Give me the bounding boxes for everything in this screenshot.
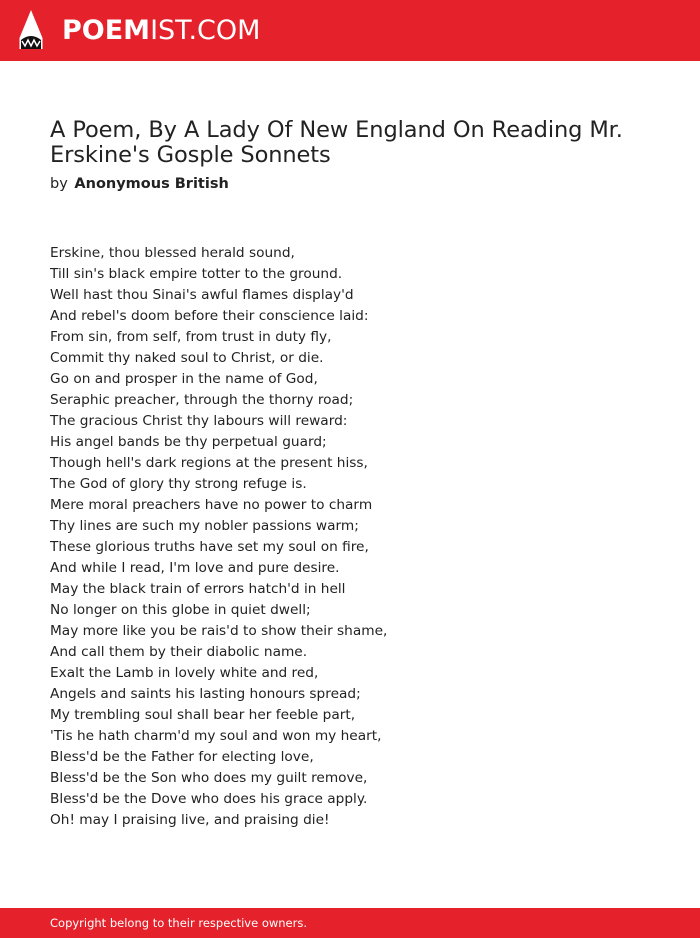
poem-line: From sin, from self, from trust in duty fly, bbox=[50, 329, 332, 345]
poem-title: A Poem, By A Lady Of New England On Reading Mr. Erskine's Gosple Sonnets bbox=[50, 117, 623, 168]
poem-line: Oh! may I praising live, and praising die! bbox=[50, 812, 330, 828]
poem-line: And while I read, I'm love and pure desire. bbox=[50, 560, 340, 576]
pen-nib-icon bbox=[18, 9, 44, 53]
poem-line: May the black train of errors hatch'd in hell bbox=[50, 581, 346, 597]
poem-line: Thy lines are such my nobler passions warm; bbox=[50, 518, 359, 534]
poem-line: The gracious Christ thy labours will reward: bbox=[50, 413, 348, 429]
poem-byline bbox=[50, 174, 229, 194]
poem-line: The God of glory thy strong refuge is. bbox=[50, 476, 307, 492]
site-brand bbox=[62, 9, 260, 53]
poem-line: Till sin's black empire totter to the ground. bbox=[50, 266, 343, 282]
poem-line: Though hell's dark regions at the present hiss, bbox=[50, 455, 368, 471]
copyright-notice: Copyright belong to their respective owners. bbox=[50, 916, 308, 930]
poem-line: Bless'd be the Father for electing love, bbox=[50, 749, 314, 765]
site-footer bbox=[0, 908, 700, 938]
poem-line: No longer on this globe in quiet dwell; bbox=[50, 602, 311, 618]
site-header bbox=[0, 0, 700, 61]
poem-line: Bless'd be the Son who does my guilt remove, bbox=[50, 770, 368, 786]
poem-line: Exalt the Lamb in lovely white and red, bbox=[50, 665, 319, 681]
poem-line: Angels and saints his lasting honours spread; bbox=[50, 686, 361, 702]
poem-line: My trembling soul shall bear her feeble part, bbox=[50, 707, 356, 723]
poem-line: And call them by their diabolic name. bbox=[50, 644, 308, 660]
site-brand-light: IST.COM bbox=[150, 15, 261, 46]
site-logo-link[interactable] bbox=[18, 9, 260, 53]
poem-line: His angel bands be thy perpetual guard; bbox=[50, 434, 327, 450]
poem-line: Go on and prosper in the name of God, bbox=[50, 371, 318, 387]
poem-line: Bless'd be the Dove who does his grace apply. bbox=[50, 791, 368, 807]
poem-line: Well hast thou Sinai's awful flames display'd bbox=[50, 287, 354, 303]
site-brand-bold: POEM bbox=[62, 15, 151, 46]
poem-line: And rebel's doom before their conscience laid: bbox=[50, 308, 369, 324]
author-name: Anonymous British bbox=[74, 176, 229, 192]
poem-line: May more like you be rais'd to show their shame, bbox=[50, 623, 388, 639]
poem-line: Mere moral preachers have no power to charm bbox=[50, 497, 373, 513]
poem-body bbox=[50, 243, 610, 831]
poem-line: Commit thy naked soul to Christ, or die. bbox=[50, 350, 324, 366]
poem-line: 'Tis he hath charm'd my soul and won my heart, bbox=[50, 728, 382, 744]
by-label: by bbox=[50, 176, 68, 192]
poem-line: Seraphic preacher, through the thorny road; bbox=[50, 392, 354, 408]
poem-line: These glorious truths have set my soul on fire, bbox=[50, 539, 369, 555]
poem-line: Erskine, thou blessed herald sound, bbox=[50, 245, 295, 261]
